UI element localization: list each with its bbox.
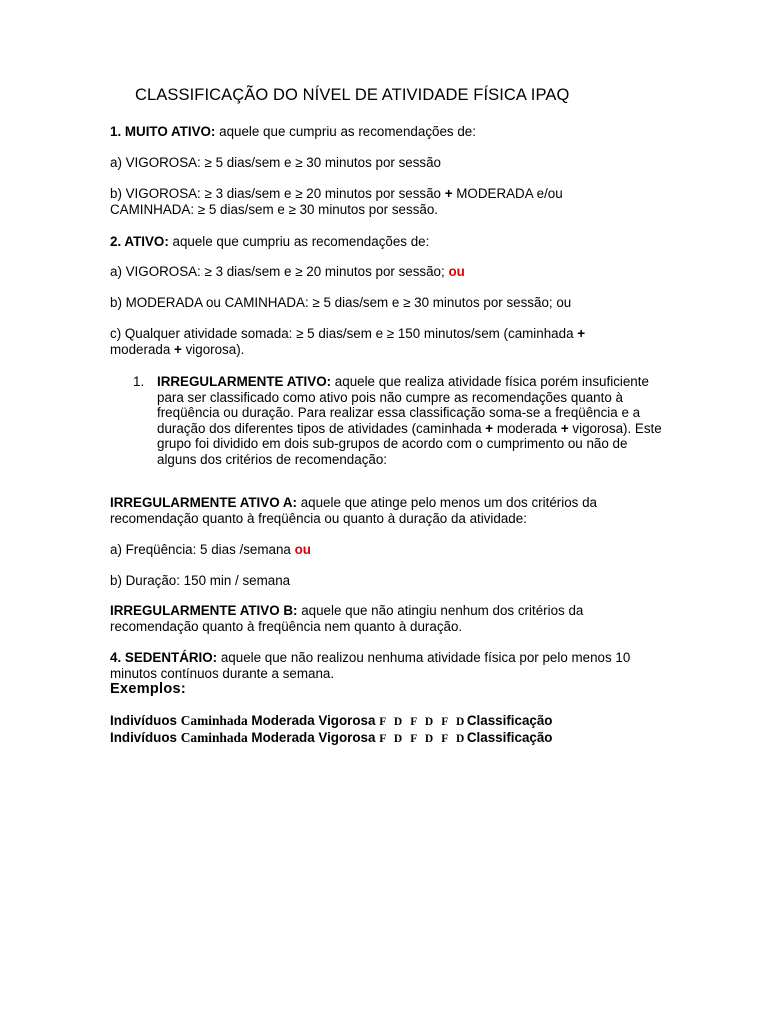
moderada-vigorosa-label: Moderada Vigorosa — [251, 713, 376, 728]
irregular-ativo-text2: moderada — [493, 420, 561, 436]
page-title: CLASSIFICAÇÃO DO NÍVEL DE ATIVIDADE FÍSICA IPAQ — [135, 86, 570, 104]
caminhada-label: Caminhada — [180, 730, 248, 745]
irregular-ativo-a — [110, 495, 645, 527]
ativo-b: b) MODERADA ou CAMINHADA: ≥ 5 dias/sem e ≥ 30 minutos por sessão; ou — [110, 295, 572, 310]
muito-ativo-b-part1: b) VIGOROSA: ≥ 3 dias/sem e ≥ 20 minutos por sessão — [110, 186, 445, 201]
plus-sign: + — [444, 186, 453, 201]
muito-ativo-label: 1. MUITO ATIVO: — [110, 124, 216, 139]
exemplo-row — [110, 730, 552, 746]
sedentario-text: aquele que não realizou nenhuma atividade física por pelo menos 10 minutos contínuos durante a semana. — [110, 650, 631, 681]
muito-ativo-a: a) VIGOROSA: ≥ 5 dias/sem e ≥ 30 minutos por sessão — [110, 155, 441, 170]
irregular-ativo-item — [157, 374, 662, 468]
irregular-ativo-b-label: IRREGULARMENTE ATIVO B: — [110, 603, 298, 618]
ativo-label: 2. ATIVO: — [110, 234, 169, 249]
fd-labels: F D F D F D — [379, 733, 467, 745]
individuos-label: Indivíduos — [110, 713, 177, 728]
irregular-ativo-text1: aquele que realiza atividade física porém insuficiente para ser classificado como ativo pois não cumpre as recomendações quanto à freqüência ou duração. Para realizar essa classificação soma-se a freqüência e a duração dos diferentes tipos de atividades (caminhada — [157, 374, 649, 436]
muito-ativo-text: aquele que cumpriu as recomendações de: — [215, 124, 476, 139]
plus-sign: + — [174, 342, 182, 357]
classificacao-label: Classificação — [466, 713, 553, 728]
frequencia-text: a) Freqüência: 5 dias /semana — [110, 542, 295, 557]
irregular-ativo-b-text: aquele que não atingiu nenhum dos critérios da recomendação quanto à freqüência nem quanto à duração. — [110, 603, 584, 634]
list-number: 1. — [133, 374, 145, 389]
ativo-c-part1: c) Qualquer atividade somada: ≥ 5 dias/sem e ≥ 150 minutos/sem (caminhada — [110, 326, 578, 341]
irregular-ativo-label: IRREGULARMENTE ATIVO: — [157, 374, 332, 389]
caminhada-label: Caminhada — [180, 713, 248, 728]
ativo-c — [110, 326, 630, 358]
classificacao-label: Classificação — [466, 730, 553, 745]
irregular-ativo-a-label: IRREGULARMENTE ATIVO A: — [110, 495, 297, 510]
ativo-c-part3: vigorosa). — [181, 342, 245, 357]
ativo-c-part2: moderada — [110, 342, 175, 357]
ativo-a — [110, 264, 670, 280]
ativo-a-ou: ou — [448, 264, 465, 279]
ativo-heading — [110, 234, 670, 250]
plus-sign: + — [560, 420, 569, 436]
ativo-a-text: a) VIGOROSA: ≥ 3 dias/sem e ≥ 20 minutos por sessão; — [110, 264, 449, 279]
irregular-ativo-a-text: aquele que atinge pelo menos um dos critérios da recomendação quanto à freqüência ou quanto à duração da atividade: — [110, 495, 597, 526]
frequencia-ou: ou — [294, 542, 311, 557]
muito-ativo-heading — [110, 124, 670, 140]
exemplos-heading: Exemplos: — [110, 681, 187, 697]
irregular-ativo-b — [110, 603, 630, 635]
irregular-ativo-a-item-b: b) Duração: 150 min / semana — [110, 573, 291, 588]
plus-sign: + — [485, 420, 494, 436]
irregular-ativo-text3: vigorosa). Este grupo foi dividido em dois sub-grupos de acordo com o cumprimento ou não de alguns dos critérios de recomendação: — [157, 420, 662, 467]
irregular-ativo-a-item-a — [110, 542, 670, 558]
moderada-vigorosa-label: Moderada Vigorosa — [251, 730, 376, 745]
exemplo-row — [110, 713, 552, 729]
sedentario — [110, 650, 650, 682]
ativo-text: aquele que cumpriu as recomendações de: — [168, 234, 430, 249]
fd-labels: F D F D F D — [379, 716, 467, 728]
individuos-label: Indivíduos — [110, 730, 177, 745]
muito-ativo-b-part2: MODERADA e/ou CAMINHADA: ≥ 5 dias/sem e ≥ 30 minutos por sessão. — [110, 186, 563, 217]
sedentario-label: 4. SEDENTÁRIO: — [110, 650, 218, 665]
plus-sign: + — [577, 326, 586, 341]
muito-ativo-b — [110, 186, 610, 218]
